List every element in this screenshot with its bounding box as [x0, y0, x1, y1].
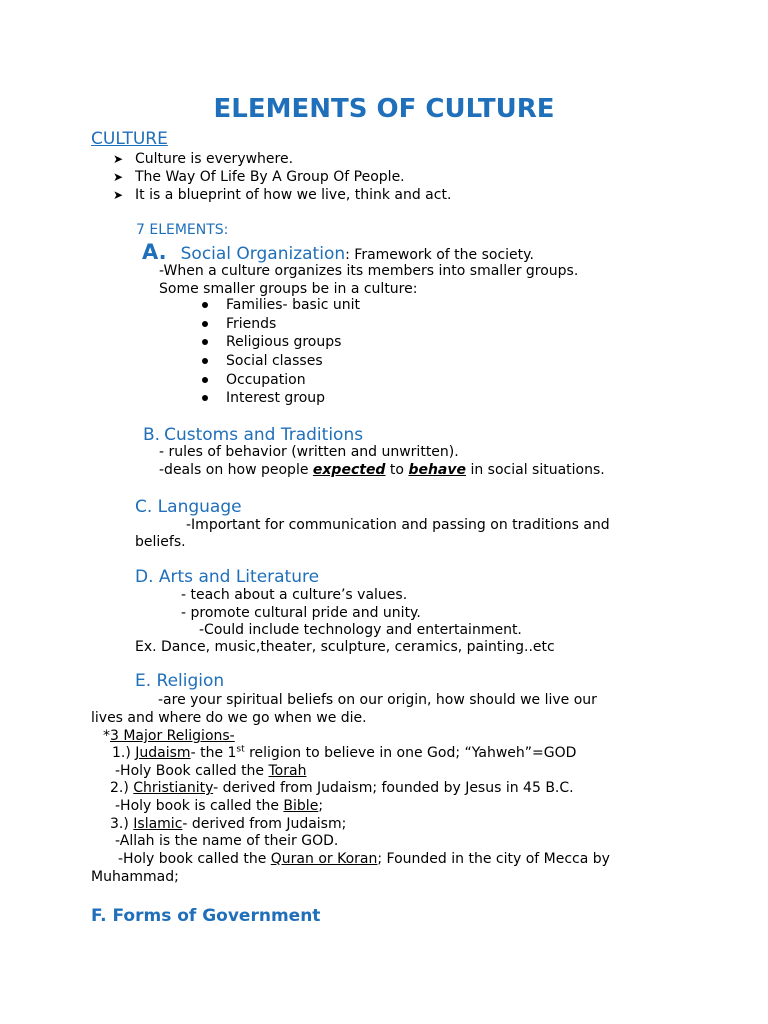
religion-3-line-4: Muhammad;: [91, 869, 179, 885]
list-item: Interest group: [226, 390, 326, 406]
section-a-line-1: -When a culture organizes its members into smaller groups.: [159, 263, 579, 279]
culture-heading: CULTURE: [91, 129, 168, 149]
list-item: Social classes: [226, 353, 323, 369]
section-e-line-2: lives and where do we go when we die.: [91, 710, 367, 726]
religion-3-book: -Holy book called the Quran or Koran; Founded in the city of Mecca by: [118, 851, 610, 867]
religion-1-book: -Holy Book called the Torah: [115, 763, 307, 779]
section-d-line-3: -Could include technology and entertainment.: [199, 622, 522, 638]
section-d-line-1: - teach about a culture’s values.: [181, 587, 408, 603]
section-e-heading: E. Religion: [135, 671, 225, 691]
section-c-line-2: beliefs.: [135, 534, 186, 550]
elements-heading: 7 ELEMENTS:: [136, 222, 229, 238]
bullet-dot-icon: [202, 358, 208, 364]
arrow-bullet-icon: ➤: [113, 152, 124, 166]
section-f-heading: F. Forms of Government: [91, 906, 321, 926]
page-title: ELEMENTS OF CULTURE: [213, 94, 555, 124]
section-b-line-2: -deals on how people expected to behave in social situations.: [159, 462, 605, 478]
list-item: Friends: [226, 316, 277, 332]
section-a-letter: A.: [142, 240, 167, 264]
arrow-bullet-icon: ➤: [113, 170, 124, 184]
section-d-heading: D. Arts and Literature: [135, 567, 320, 587]
religion-3-line-2: -Allah is the name of their GOD.: [115, 833, 339, 849]
culture-bullet-2: ➤ The Way Of Life By A Group Of People.: [113, 169, 405, 185]
section-d-line-4: Ex. Dance, music,theater, sculpture, ceramics, painting..etc: [135, 639, 555, 655]
section-c-line-1: -Important for communication and passing on traditions and: [186, 517, 610, 533]
section-b-letter: B.: [143, 425, 161, 445]
religion-1: 1.) Judaism- the 1st religion to believe in one God; “Yahweh”=GOD: [112, 744, 577, 761]
culture-bullet-1: ➤ Culture is everywhere.: [113, 151, 294, 167]
section-a-desc: : Framework of the society.: [345, 247, 534, 263]
bullet-dot-icon: [202, 321, 208, 327]
religion-2-book: -Holy book is called the Bible;: [115, 798, 324, 814]
section-a-line-2: Some smaller groups be in a culture:: [159, 281, 418, 297]
list-item: Families- basic unit: [226, 297, 360, 313]
culture-bullet-3: ➤ It is a blueprint of how we live, think and act.: [113, 187, 452, 203]
section-d-line-2: - promote cultural pride and unity.: [181, 605, 421, 621]
bullet-dot-icon: [202, 339, 208, 345]
religion-2: 2.) Christianity- derived from Judaism; founded by Jesus in 45 B.C.: [110, 780, 574, 796]
major-religions-heading: *3 Major Religions-: [103, 728, 235, 744]
section-e-line-1: -are your spiritual beliefs on our origin, how should we live our: [158, 692, 597, 708]
section-b-line-1: - rules of behavior (written and unwritten).: [159, 444, 459, 460]
bullet-dot-icon: [202, 302, 208, 308]
section-b-title: Customs and Traditions: [164, 425, 364, 445]
section-c-heading: C. Language: [135, 497, 242, 517]
bullet-dot-icon: [202, 377, 208, 383]
religion-3: 3.) Islamic- derived from Judaism;: [110, 816, 347, 832]
arrow-bullet-icon: ➤: [113, 188, 124, 202]
list-item: Religious groups: [226, 334, 342, 350]
bullet-dot-icon: [202, 395, 208, 401]
list-item: Occupation: [226, 372, 306, 388]
section-a-name: Social Organization: [180, 244, 346, 264]
